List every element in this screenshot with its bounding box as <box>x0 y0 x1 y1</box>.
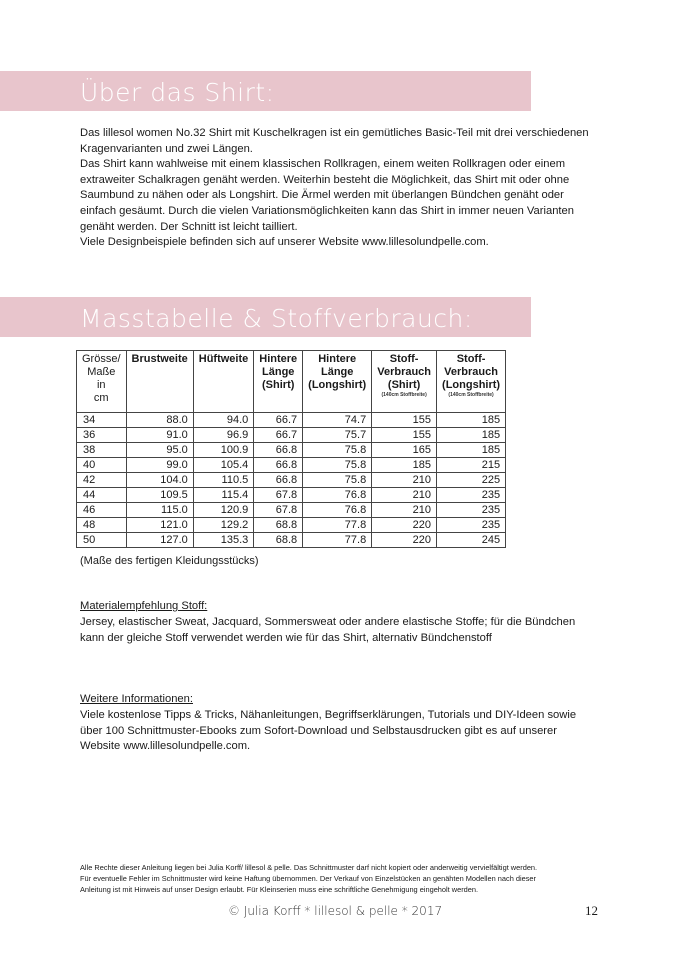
value-cell: 75.8 <box>303 473 372 488</box>
info-line: Viele kostenlose Tipps & Tricks, Nähanleitungen, Begriffserklärungen, Tutorials und DIY-Ideen sowie <box>80 709 577 721</box>
header-fabric-shirt: Stoff- Verbrauch (Shirt) (140cm Stoffbreite) <box>372 351 437 413</box>
about-line: extraweiter Schalkragen genäht werden. Weiterhin besteht die Möglichkeit, das Shirt mit oder ohne <box>80 173 570 186</box>
section-banner-size-table <box>0 297 531 337</box>
table-row <box>77 428 506 443</box>
value-cell: 95.0 <box>126 443 193 458</box>
table-row <box>77 473 506 488</box>
size-cell: 40 <box>77 458 127 473</box>
value-cell: 66.7 <box>254 428 303 443</box>
value-cell: 66.8 <box>254 458 303 473</box>
value-cell: 115.0 <box>126 503 193 518</box>
value-cell: 115.4 <box>193 488 254 503</box>
value-cell: 66.8 <box>254 443 303 458</box>
size-table-header-row <box>77 351 506 413</box>
about-line: Viele Designbeispiele befinden sich auf unserer Website www.lillesolundpelle.com. <box>80 236 489 249</box>
value-cell: 77.8 <box>303 533 372 548</box>
value-cell: 210 <box>372 503 437 518</box>
value-cell: 185 <box>437 413 506 428</box>
value-cell: 66.7 <box>254 413 303 428</box>
page-number: 12 <box>585 903 598 918</box>
value-cell: 68.8 <box>254 533 303 548</box>
value-cell: 96.9 <box>193 428 254 443</box>
header-size: Grösse/ Maße in cm <box>77 351 127 413</box>
about-text <box>80 126 610 251</box>
header-fabric-longshirt: Stoff- Verbrauch (Longshirt) (140cm Stoffbreite) <box>437 351 506 413</box>
header-fabric-width-note: (140cm Stoffbreite) <box>381 392 427 398</box>
value-cell: 185 <box>372 458 437 473</box>
copyright-notice <box>80 862 620 895</box>
size-cell: 44 <box>77 488 127 503</box>
value-cell: 75.7 <box>303 428 372 443</box>
header-fabric-width-note: (140cm Stoffbreite) <box>448 392 494 398</box>
value-cell: 155 <box>372 413 437 428</box>
table-row <box>77 503 506 518</box>
table-row <box>77 443 506 458</box>
footer-copyright: © Julia Korff * lillesol & pelle * 2017 <box>228 904 443 918</box>
value-cell: 67.8 <box>254 488 303 503</box>
size-cell: 38 <box>77 443 127 458</box>
value-cell: 235 <box>437 518 506 533</box>
fineprint-line: Für eventuelle Fehler im Schnittmuster wird keine Haftung übernommen. Der Verkauf von Einzelstücken an genähten Modellen nach dieser <box>80 874 536 883</box>
fineprint-line: Anleitung ist mit Hinweis auf unser Design erlaubt. Für Kleinserien muss eine schriftliche Genehmigung eingeholt werden. <box>80 885 479 894</box>
section-banner-about <box>0 71 531 111</box>
value-cell: 127.0 <box>126 533 193 548</box>
section-title-size-table: Masstabelle & Stoffverbrauch: <box>80 304 473 333</box>
size-cell: 36 <box>77 428 127 443</box>
size-cell: 46 <box>77 503 127 518</box>
value-cell: 75.8 <box>303 458 372 473</box>
value-cell: 76.8 <box>303 503 372 518</box>
value-cell: 185 <box>437 443 506 458</box>
size-cell: 34 <box>77 413 127 428</box>
value-cell: 135.3 <box>193 533 254 548</box>
value-cell: 155 <box>372 428 437 443</box>
value-cell: 220 <box>372 533 437 548</box>
value-cell: 77.8 <box>303 518 372 533</box>
about-line: Das Shirt kann wahlweise mit einem klassischen Rollkragen, einem weiten Rollkragen oder einem <box>80 158 566 171</box>
size-table <box>76 350 506 548</box>
header-back-length-longshirt: Hintere Länge (Longshirt) <box>303 351 372 413</box>
value-cell: 215 <box>437 458 506 473</box>
value-cell: 165 <box>372 443 437 458</box>
fineprint-line: Alle Rechte dieser Anleitung liegen bei Julia Korff/ lillesol & pelle. Das Schnittmuster darf nicht kopiert oder anderweitig vervielfältigt werden. <box>80 863 538 872</box>
value-cell: 105.4 <box>193 458 254 473</box>
table-note: (Maße des fertigen Kleidungsstücks) <box>80 555 259 567</box>
info-line: über 100 Schnittmuster-Ebooks zum Sofort-Download und Selbstausdrucken gibt es auf unserer <box>80 724 557 737</box>
material-line: Jersey, elastischer Sweat, Jacquard, Sommersweat oder andere elastische Stoffe; für die Bündchen <box>80 616 576 628</box>
about-line: Kragenvarianten und zwei Längen. <box>80 142 253 155</box>
table-row <box>77 533 506 548</box>
value-cell: 129.2 <box>193 518 254 533</box>
info-line: Website www.lillesolundpelle.com. <box>80 740 251 753</box>
value-cell: 99.0 <box>126 458 193 473</box>
value-cell: 225 <box>437 473 506 488</box>
value-cell: 109.5 <box>126 488 193 503</box>
table-row <box>77 488 506 503</box>
value-cell: 210 <box>372 473 437 488</box>
value-cell: 104.0 <box>126 473 193 488</box>
info-heading: Weitere Informationen: <box>80 693 193 705</box>
table-row <box>77 458 506 473</box>
value-cell: 74.7 <box>303 413 372 428</box>
about-line: einfach gesäumt. Durch die vielen Variationsmöglichkeiten kann das Shirt in immer neuen Varianten <box>80 204 574 217</box>
value-cell: 220 <box>372 518 437 533</box>
table-row <box>77 518 506 533</box>
value-cell: 121.0 <box>126 518 193 533</box>
header-chest: Brustweite <box>126 351 193 413</box>
header-back-length-shirt: Hintere Länge (Shirt) <box>254 351 303 413</box>
value-cell: 110.5 <box>193 473 254 488</box>
value-cell: 68.8 <box>254 518 303 533</box>
value-cell: 235 <box>437 503 506 518</box>
value-cell: 75.8 <box>303 443 372 458</box>
header-hip: Hüftweite <box>193 351 254 413</box>
value-cell: 120.9 <box>193 503 254 518</box>
size-table-body <box>77 413 506 548</box>
about-line: genäht werden. Der Schnitt ist leicht tailliert. <box>80 220 298 233</box>
about-line: Saumbund zu nähen oder als Longshirt. Die Ärmel werden mit überlangen Bündchen genäht oder <box>80 189 564 202</box>
table-row <box>77 413 506 428</box>
value-cell: 67.8 <box>254 503 303 518</box>
value-cell: 245 <box>437 533 506 548</box>
size-cell: 42 <box>77 473 127 488</box>
value-cell: 100.9 <box>193 443 254 458</box>
value-cell: 76.8 <box>303 488 372 503</box>
material-heading: Materialempfehlung Stoff: <box>80 600 208 612</box>
value-cell: 94.0 <box>193 413 254 428</box>
value-cell: 88.0 <box>126 413 193 428</box>
value-cell: 185 <box>437 428 506 443</box>
value-cell: 210 <box>372 488 437 503</box>
info-text <box>80 708 610 755</box>
value-cell: 66.8 <box>254 473 303 488</box>
material-text <box>80 615 610 646</box>
material-line: kann der gleiche Stoff verwendet werden wie für das Shirt, alternativ Bündchenstoff <box>80 631 492 644</box>
size-cell: 48 <box>77 518 127 533</box>
value-cell: 235 <box>437 488 506 503</box>
section-title-about: Über das Shirt: <box>80 78 275 107</box>
about-line: Das lillesol women No.32 Shirt mit Kuschelkragen ist ein gemütliches Basic-Teil mit drei verschiedenen <box>80 127 589 139</box>
value-cell: 91.0 <box>126 428 193 443</box>
size-cell: 50 <box>77 533 127 548</box>
